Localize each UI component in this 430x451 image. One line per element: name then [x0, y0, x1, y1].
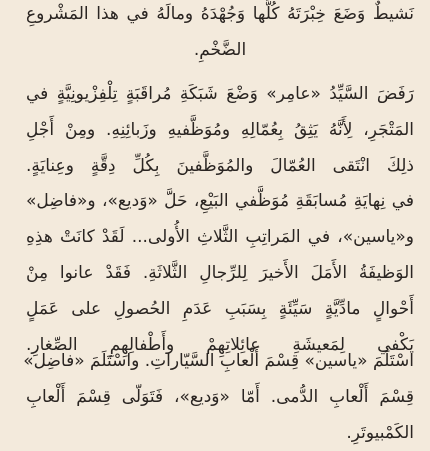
- text-line: يَكْفي لِمَعيشَةِ عائِلاتِهِمْ وأَطْفالِهِمِ الصِّغارِ.: [26, 335, 414, 355]
- text-line: و«ياسين»، في المَراتِبِ الثَّلاثِ الأُولى... لَقَدْ كانَتْ هذِهِ: [26, 227, 414, 247]
- text-line: ذلِكَ انْتَقى العُمّالَ والمُوَظَّفينَ بِكُلِّ دِقَّةٍ وعِنايَةٍ.: [26, 156, 414, 176]
- text-line: نَشيطٌ وَضَعَ خِبْرَتَهُ كُلَّها وَجُهْدَهُ ومالَهُ في هذا المَشْروعِ: [26, 4, 414, 24]
- paragraph-4: [23, 343, 414, 451]
- paragraph-2: [26, 76, 414, 184]
- text-line: الكَمْبيوتَرِ.: [346, 423, 414, 443]
- paragraph-1: [26, 0, 414, 68]
- text-line: أَحْوالٍ مادِّيَّةٍ سَيِّئَةٍ بِسَبَبِ عَدَمِ الحُصولِ على عَمَلٍ: [26, 299, 414, 319]
- paragraph-3: [26, 183, 414, 363]
- text-line: الضَّخْمِ.: [193, 40, 247, 60]
- text-line: المَتْجَرِ، لِأَنَّهُ يَثِقُ بِعُمّالِهِ ومُوَظَّفيهِ وزَبائِنِهِ. ومِنْ أَجْلِ: [26, 120, 414, 140]
- text-line: الوَظيفَةُ الأَمَلَ الأَخيرَ لِلرِّجالِ الثَّلاثَةِ. فَقَدْ عانوا مِنْ: [26, 263, 414, 283]
- text-line: قِسْمَ أَلْعابِ الدُّمى. أَمّا «وَديع»، فَتَوَلّى قِسْمَ أَلْعابِ: [26, 387, 414, 407]
- text-line: اسْتَلَمَ «ياسين» قِسْمَ أَلْعابِ السَّيّاراتِ. واسْتَلَمَ «فاضِل»: [23, 351, 414, 371]
- text-line: في نِهايَةِ مُسابَقَةِ مُوَظَّفي البَيْعِ، حَلَّ «وَديع»، و«فاضِل»: [26, 191, 414, 211]
- text-line: رَفَضَ السَّيِّدُ «عامِر» وَضْعَ شَبَكَةِ مُراقَبَةٍ تِلْفِزْيونِيَّةٍ في: [26, 84, 414, 104]
